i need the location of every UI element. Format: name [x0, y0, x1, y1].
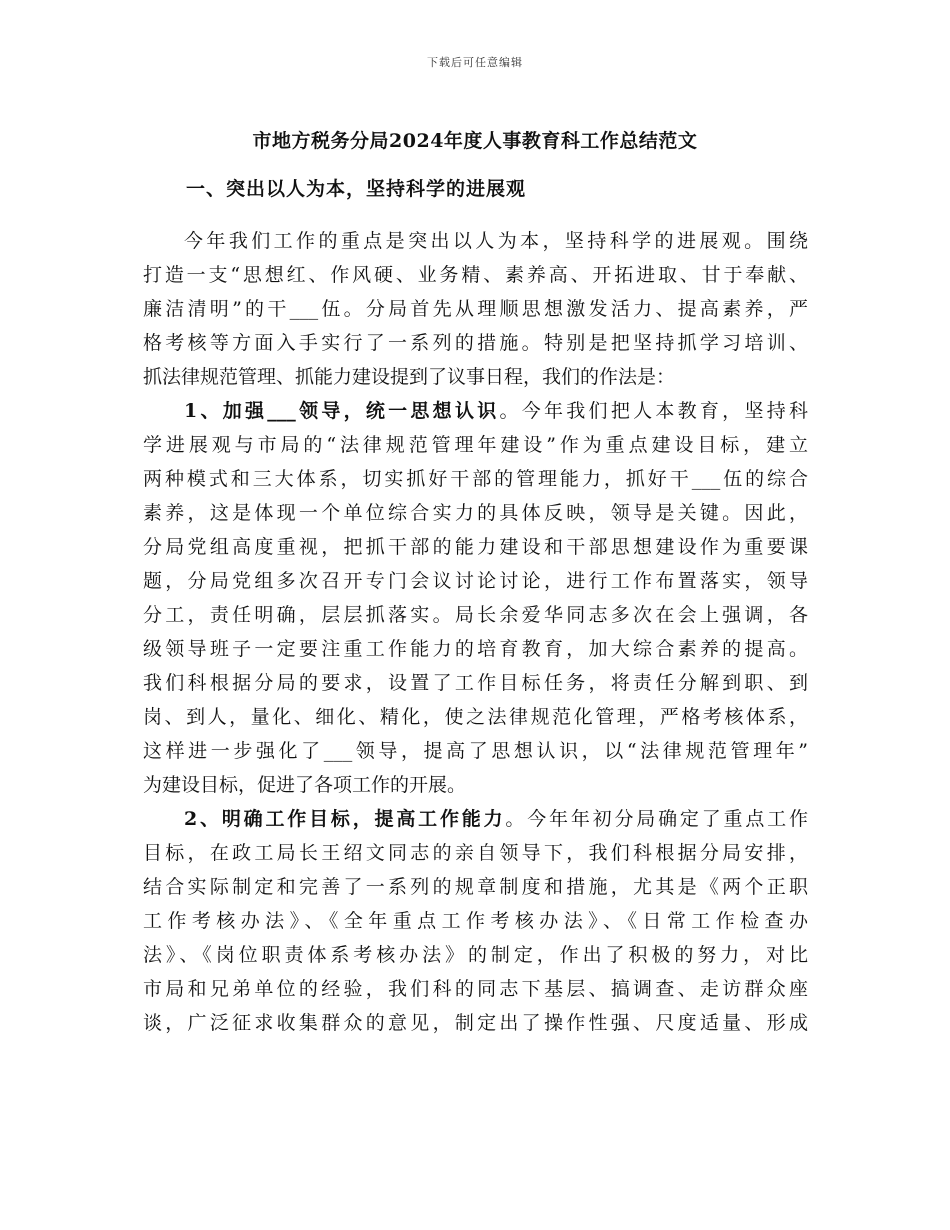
text-line: 岗、到人，量化、细化、精化，使之法律规范化管理，严格考核体系， [143, 706, 808, 728]
text-line: 素养，这是体现一个单位综合实力的具体反映，领导是关键。因此， [143, 502, 808, 524]
section-heading-1: 一、突出以人为本，坚持科学的进展观 [186, 178, 527, 200]
text-line: 为建设目标，促进了各项工作的开展。 [143, 774, 467, 796]
text-line: 1、加强___领导，统一思想认识。今年我们把人本教育，坚持科 [184, 400, 808, 422]
text-line: 学进展观与市局的“法律规范管理年建设”作为重点建设目标，建立 [143, 434, 808, 456]
text-line: 2、明确工作目标，提高工作能力。今年年初分局确定了重点工作 [184, 808, 808, 830]
text-line: 打造一支“思想红、作风硬、业务精、素养高、开拓进取、甘于奉献、 [143, 264, 808, 286]
text-line: 工作考核办法》、《全年重点工作考核办法》、《日常工作检查办 [143, 910, 808, 932]
text-line: 今年我们工作的重点是突出以人为本，坚持科学的进展观。围绕 [184, 230, 808, 252]
text-line: 目标，在政工局长王绍文同志的亲自领导下，我们科根据分局安排， [143, 842, 808, 864]
subheading-1: 1、加强___领导，统一思想认识 [184, 400, 500, 422]
text-line: 市局和兄弟单位的经验，我们科的同志下基层、搞调查、走访群众座 [143, 978, 808, 1000]
text-line: 法》、《岗位职责体系考核办法》的制定，作出了积极的努力，对比 [143, 944, 808, 966]
text-line: 谈，广泛征求收集群众的意见，制定出了操作性强、尺度适量、形成 [143, 1012, 808, 1034]
subheading-2: 2、明确工作目标，提高工作能力 [184, 808, 506, 830]
text-line: 格考核等方面入手实行了一系列的措施。特别是把坚持抓学习培训、 [143, 332, 808, 354]
document-title: 市地方税务分局2024年度人事教育科工作总结范文 [252, 130, 698, 152]
text-line: 我们科根据分局的要求，设置了工作目标任务，将责任分解到职、到 [143, 672, 808, 694]
text-line: 两种模式和三大体系，切实抓好干部的管理能力，抓好干___伍的综合 [143, 468, 808, 490]
text-line: 分工，责任明确，层层抓落实。局长余爱华同志多次在会上强调，各 [143, 604, 808, 626]
text-line: 分局党组高度重视，把抓干部的能力建设和干部思想建设作为重要课 [143, 536, 808, 558]
text-line: 题，分局党组多次召开专门会议讨论讨论，进行工作布置落实，领导 [143, 570, 808, 592]
text-line: 级领导班子一定要注重工作能力的培育教育，加大综合素养的提高。 [143, 638, 808, 660]
text-line: 廉洁清明”的干___伍。分局首先从理顺思想激发活力、提高素养，严 [143, 298, 808, 320]
text-line: 结合实际制定和完善了一系列的规章制度和措施，尤其是《两个正职 [143, 876, 808, 898]
text-line: 这样进一步强化了___领导，提高了思想认识，以“法律规范管理年” [143, 740, 808, 762]
page-header: 下载后可任意编辑 [427, 56, 523, 69]
text-line: 抓法律规范管理、抓能力建设提到了议事日程，我们的作法是： [143, 366, 676, 388]
